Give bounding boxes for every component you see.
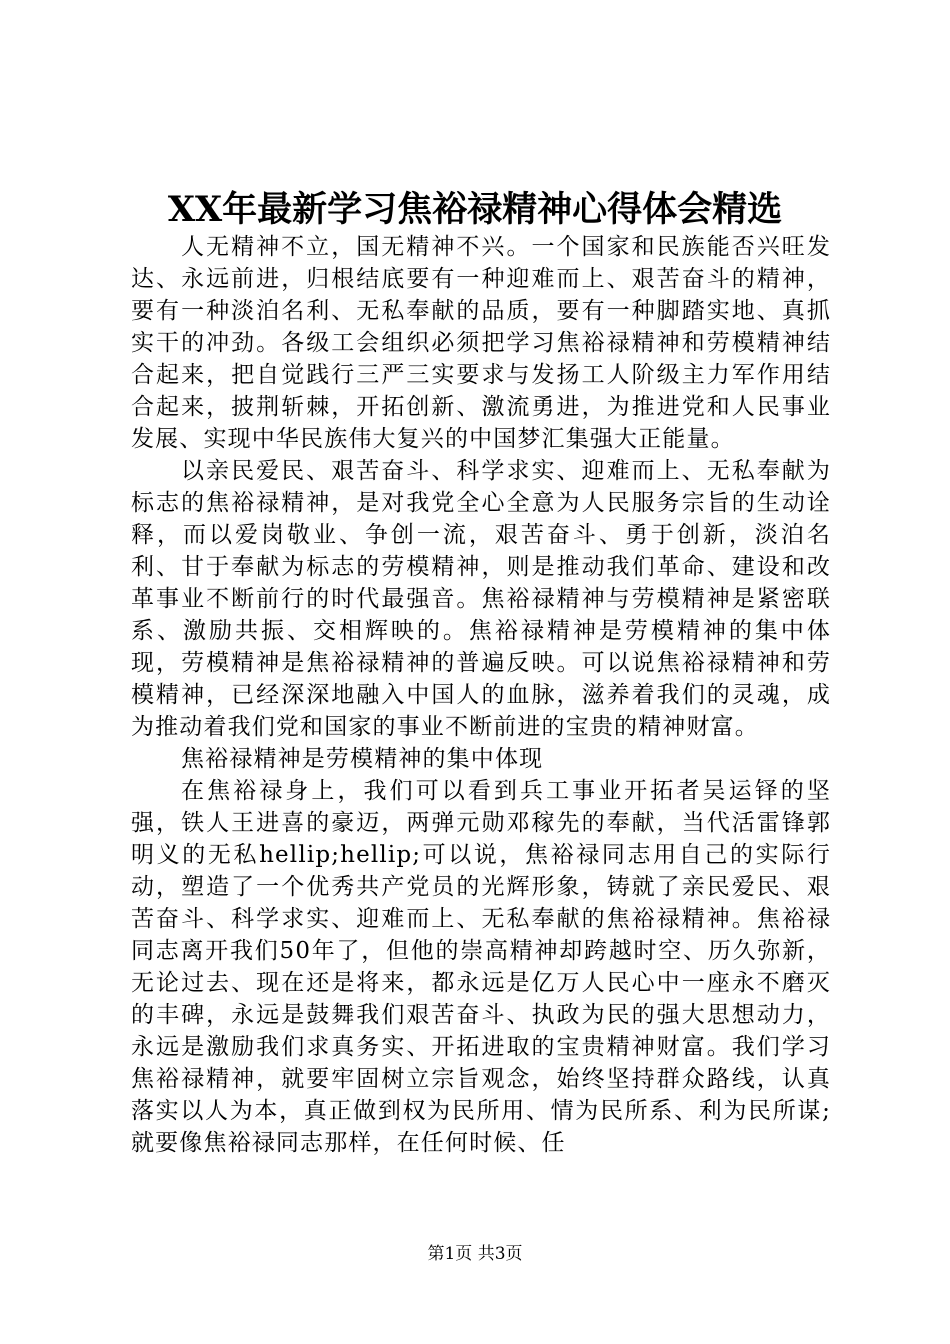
page-number-footer: 第1页 共3页 — [427, 1244, 523, 1264]
document-body — [131, 231, 831, 1159]
paragraph-jiao-yulu-example: 在焦裕禄身上，我们可以看到兵工事业开拓者吴运铎的坚强，铁人王进喜的豪迈，两弹元勋邓稼先的奉献，当代活雷锋郭明义的无私hellip;hellip;可以说，焦裕禄同志用自己的实际行动，塑造了一个优秀共产党员的光辉形象，铸就了亲民爱民、艰苦奋斗、科学求实、迎难而上、无私奉献的焦裕禄精神。焦裕禄同志离开我们50年了，但他的崇高精神却跨越时空、历久弥新，无论过去、现在还是将来，都永远是亿万人民心中一座永不磨灭的丰碑，永远是鼓舞我们艰苦奋斗、执政为民的强大思想动力，永远是激励我们求真务实、开拓进取的宝贵精神财富。我们学习焦裕禄精神，就要牢固树立宗旨观念，始终坚持群众路线，认真落实以人为本，真正做到权为民所用、情为民所系、利为民所谋;就要像焦裕禄同志那样，在任何时候、任 — [131, 778, 831, 1156]
document-title: XX年最新学习焦裕禄精神心得体会精选 — [167, 189, 783, 230]
paragraph-intro: 人无精神不立，国无精神不兴。一个国家和民族能否兴旺发达、永远前进，归根结底要有一种迎难而上、艰苦奋斗的精神，要有一种淡泊名利、无私奉献的品质，要有一种脚踏实地、真抓实干的冲劲。各级工会组织必须把学习焦裕禄精神和劳模精神结合起来，把自觉践行三严三实要求与发扬工人阶级主力军作用结合起来，披荆斩棘，开拓创新、激流勇进，为推进党和人民事业发展、实现中华民族伟大复兴的中国梦汇集强大正能量。 — [131, 234, 831, 452]
section-heading: 焦裕禄精神是劳模精神的集中体现 — [181, 746, 544, 772]
paragraph-spirit-definition: 以亲民爱民、艰苦奋斗、科学求实、迎难而上、无私奉献为标志的焦裕禄精神，是对我党全心全意为人民服务宗旨的生动诠释，而以爱岗敬业、争创一流，艰苦奋斗、勇于创新，淡泊名利、甘于奉献为标志的劳模精神，则是推动我们革命、建设和改革事业不断前行的时代最强音。焦裕禄精神与劳模精神是紧密联系、激励共振、交相辉映的。焦裕禄精神是劳模精神的集中体现，劳模精神是焦裕禄精神的普遍反映。可以说焦裕禄精神和劳模精神，已经深深地融入中国人的血脉，滋养着我们的灵魂，成为推动着我们党和国家的事业不断前进的宝贵的精神财富。 — [131, 458, 831, 740]
